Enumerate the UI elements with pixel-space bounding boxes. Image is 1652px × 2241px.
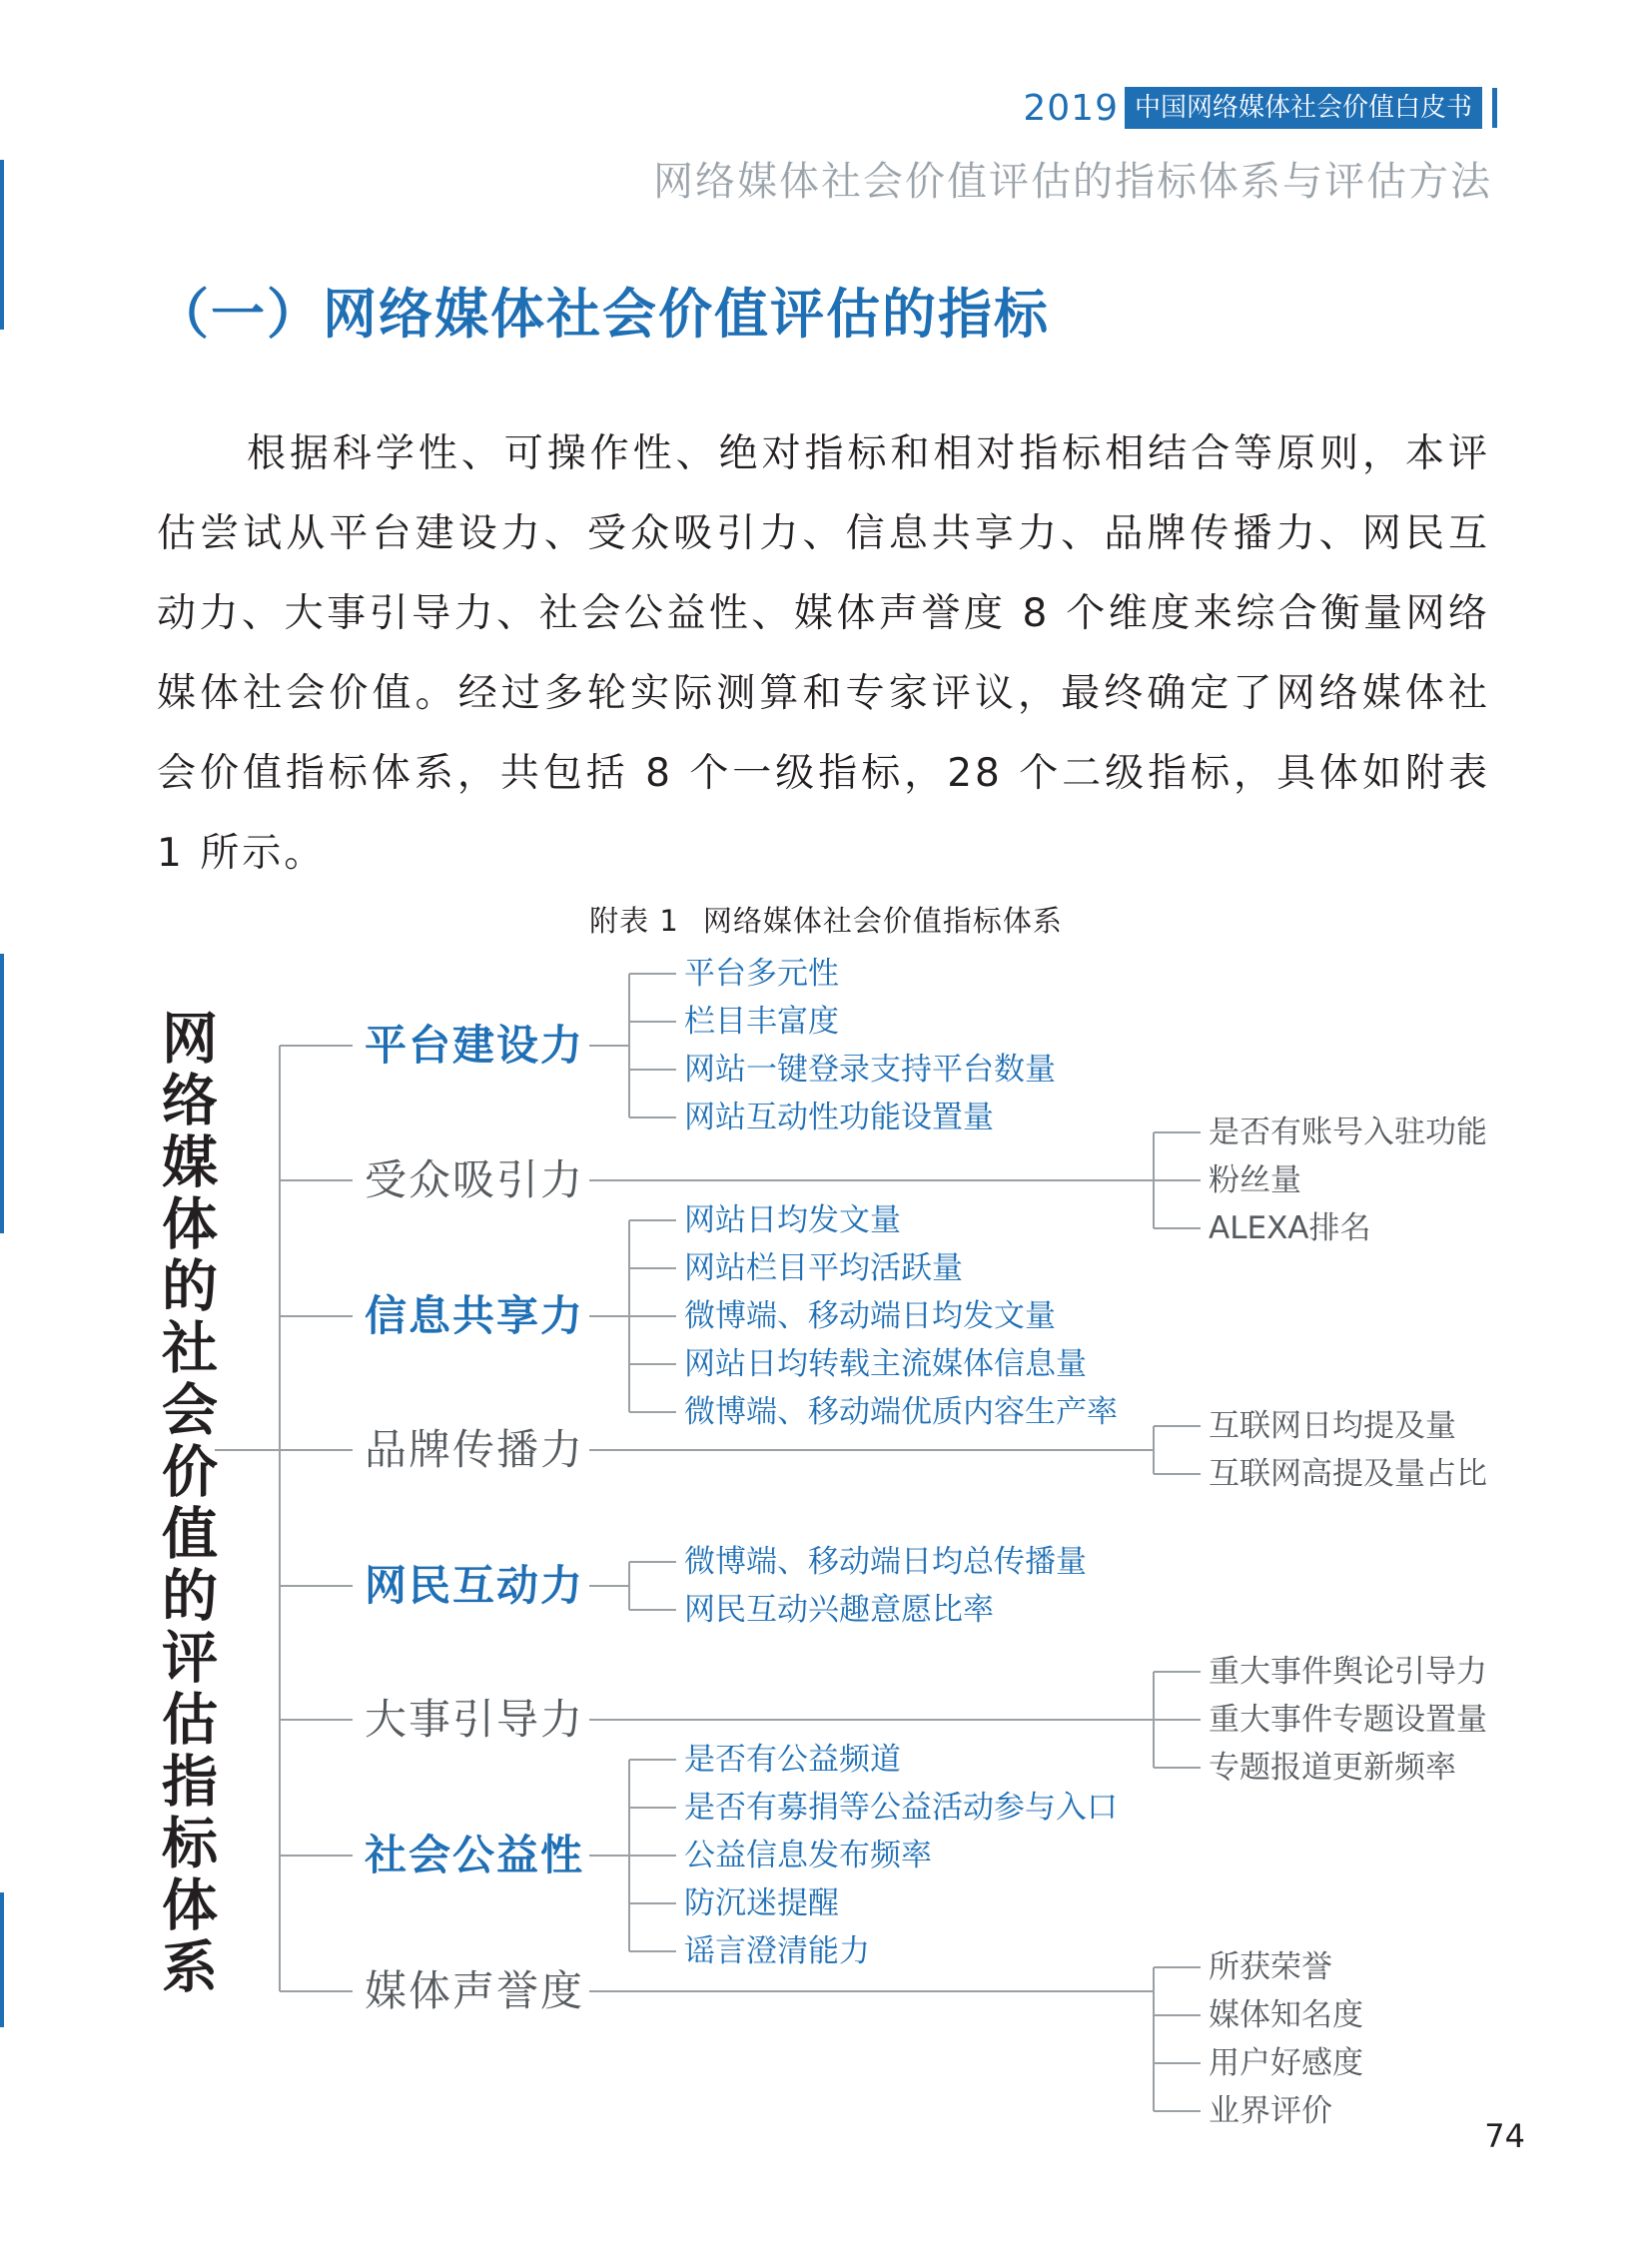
indicator-label: 谣言澄清能力 — [684, 1933, 870, 1969]
dimension-label: 品牌传播力 — [365, 1425, 585, 1474]
indicator-label: 所获荣誉 — [1209, 1949, 1332, 1985]
indicator-label: 专题报道更新频率 — [1209, 1750, 1456, 1786]
indicator-label: 微博端、移动端日均发文量 — [684, 1298, 1056, 1334]
indicator-label: 微博端、移动端优质内容生产率 — [684, 1394, 1118, 1430]
header-year: 2019 — [1023, 87, 1119, 129]
body-paragraph: 根据科学性、可操作性、绝对指标和相对指标相结合等原则，本评估尝试从平台建设力、受众吸引力、信息共享力、品牌传播力、网民互动力、大事引导力、社会公益性、媒体声誉度 8 个维度来综合衡量网络媒体社会价值。经过多轮实际测算和专家评议，最终确定了网络媒体社会价值指标体系，共包括 8 个一级指标，28 个二级指标，具体如附表 1 所示。 — [157, 431, 1490, 876]
dimension-label: 网民互动力 — [365, 1561, 585, 1610]
dimension-label: 信息共享力 — [365, 1291, 585, 1340]
indicator-label: 网站一键登录支持平台数量 — [684, 1052, 1056, 1088]
indicator-label: 是否有募捐等公益活动参与入口 — [684, 1790, 1118, 1826]
indicator-label: 重大事件舆论引导力 — [1209, 1654, 1487, 1690]
dimension-label: 平台建设力 — [365, 1021, 585, 1070]
dimension-label: 受众吸引力 — [365, 1155, 585, 1204]
caption-title: 网络媒体社会价值指标体系 — [702, 904, 1063, 938]
indicator-label: 公益信息发布频率 — [684, 1838, 932, 1873]
indicator-label: 互联网日均提及量 — [1209, 1408, 1456, 1444]
indicator-label: 网站日均发文量 — [684, 1202, 901, 1238]
indicator-label: 防沉迷提醒 — [684, 1885, 839, 1921]
indicator-label: 网站日均转载主流媒体信息量 — [684, 1346, 1087, 1382]
indicator-label: 网站栏目平均活跃量 — [684, 1250, 963, 1286]
indicator-label: 栏目丰富度 — [684, 1004, 839, 1040]
section-heading: （一）网络媒体社会价值评估的指标 — [155, 283, 1050, 346]
indicator-label: 平台多元性 — [684, 956, 839, 992]
dimension-label: 社会公益性 — [365, 1831, 585, 1879]
indicator-label: 是否有账号入驻功能 — [1209, 1115, 1487, 1150]
indicator-label: 粉丝量 — [1209, 1162, 1301, 1198]
indicator-label: 媒体知名度 — [1209, 1997, 1363, 2033]
dimension-label: 媒体声誉度 — [365, 1966, 585, 2015]
header-book-title: 中国网络媒体社会价值白皮书 — [1125, 87, 1482, 129]
indicator-label: 网站互动性功能设置量 — [684, 1100, 994, 1135]
indicator-label: 微博端、移动端日均总传播量 — [684, 1544, 1087, 1580]
dimension-label: 大事引导力 — [365, 1695, 585, 1744]
indicator-label: 用户好感度 — [1209, 2045, 1363, 2081]
indicator-label: 重大事件专题设置量 — [1209, 1702, 1487, 1738]
page-number: 74 — [1484, 2117, 1525, 2155]
indicator-label: 是否有公益频道 — [684, 1742, 901, 1778]
indicator-label: 互联网高提及量占比 — [1209, 1456, 1487, 1492]
caption-number: 附表 1 — [589, 904, 679, 938]
indicator-label: 业界评价 — [1209, 2093, 1332, 2129]
header-chapter-title: 网络媒体社会价值评估的指标体系与评估方法 — [653, 159, 1492, 205]
indicator-label: 网民互动兴趣意愿比率 — [684, 1592, 994, 1628]
indicator-label: ALEXA排名 — [1209, 1210, 1371, 1246]
diagram-root-title: 网络媒体的社会价值的评估指标体系 — [153, 1009, 218, 1999]
